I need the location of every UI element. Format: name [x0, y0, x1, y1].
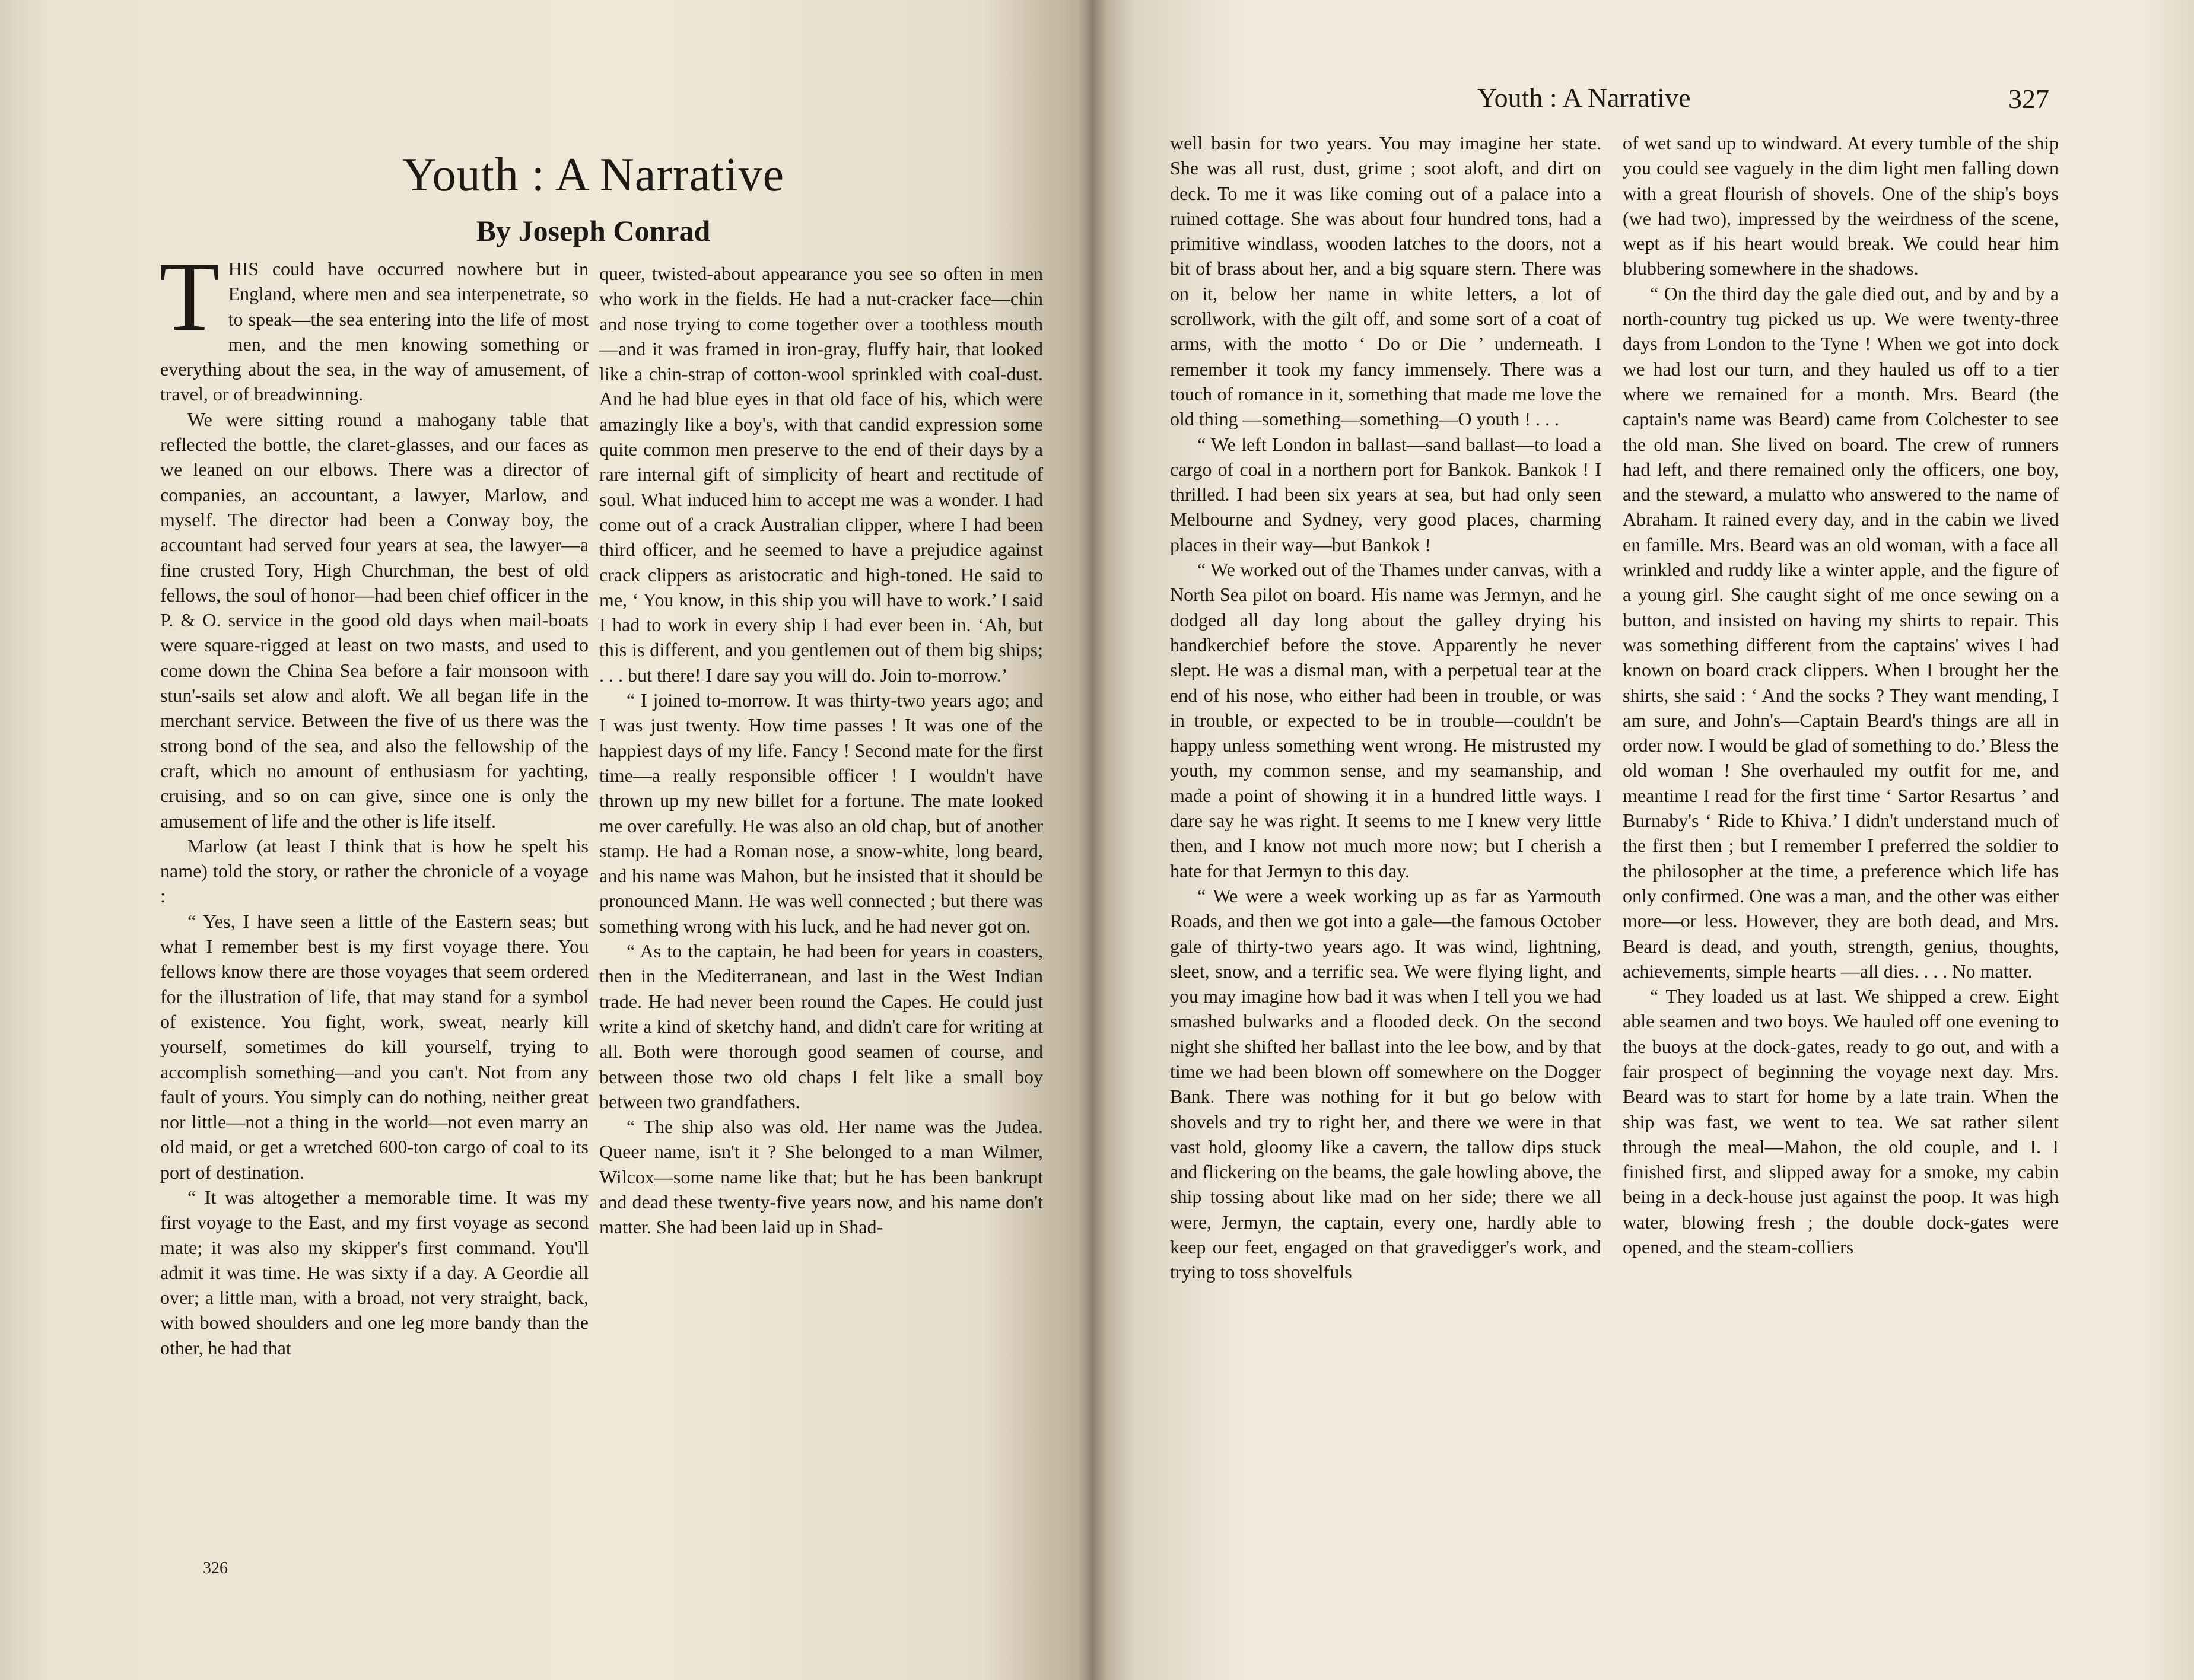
left-page	[0, 0, 1092, 1680]
right-column-1	[1170, 131, 1601, 1285]
page-number-right: 327	[2008, 84, 2049, 114]
paragraph: “ Yes, I have seen a little of the Eastern seas; but what I remember best is my first voyage there. You fellows know there are those voyages that seem ordered for the illustration of life, that may stand for a symbol of existence. You fight, work, sweat, nearly kill yourself, sometimes do kill yourself, trying to accomplish something—and you can't. Not from any fault of yours. You simply can do nothing, neither great nor little—not a thing in the world—not even marry an old maid, or get a wretched 600-ton cargo of coal to its port of destination.	[160, 910, 589, 1183]
running-head: Youth : A Narrative	[1477, 82, 1691, 113]
paragraph: “ I joined to-morrow. It was thirty-two years ago; and I was just twenty. How time passes ! It was one of the happiest days of my life. Fancy ! Second mate for the first time—a really responsible officer ! I wouldn't have thrown up my new billet for a fortune. The mate looked me over carefully. He was also an old chap, but of another stamp. He had a Roman nose, a snow-white, long beard, and his name was Mahon, but he insisted that it should be pronounced Mann. He was well connected ; but there was something wrong with his luck, and he had never got on.	[599, 689, 1043, 937]
paragraph: THIS could have occurred nowhere but in England, where men and sea interpenetrate, so to speak—the sea entering into the life of most men, and the men knowing something or everything about the sea, in the way of amusement, of travel, or of breadwinning.	[159, 241, 589, 405]
article-title: Youth : A Narrative	[402, 149, 785, 201]
drop-cap: T	[159, 241, 220, 352]
paragraph: “ On the third day the gale died out, and by and by a north-country tug picked us up. We were twenty-three days from London to the Tyne ! When we got into dock we had lost our turn, and they hauled us off to a tier where we remained for a month. Mrs. Beard (the captain's name was Beard) came from Colchester to see the old man. She lived on board. The crew of runners had left, and there remained only the officers, one boy, and the steward, a mulatto who answered to the name of Abraham. It rained every day, and in the cabin we lived en famille. Mrs. Beard was an old woman, with a face all wrinkled and ruddy like a winter apple, and the figure of a young girl. She caught sight of me once sewing on a button, and insisted on having my shirts to repair. This was something different from the captains' wives I had known on board crack clippers. When I brought her the shirts, she said : ‘ And the socks ? They want mending, I am sure, and John's—Captain Beard's things are all in order now. I would be glad of something to do.’ Bless the old woman ! She overhauled my outfit for me, and meantime I read for the first time ‘ Sartor Resartus ’ and Burnaby's ‘ Ride to Khiva.’ I didn't understand much of the first then ; but I remember I preferred the soldier to the philosopher at the time, a preference which life has only confirmed. One was a man, and the other was either more—or less. However, they are both dead, and Mrs. Beard is dead, and youth, strength, genius, thoughts, achievements, simple hearts —all dies. . . . No matter.	[1623, 282, 2059, 982]
paragraph: “ As to the captain, he had been for years in coasters, then in the Mediterranean, and last in the West Indian trade. He had never been round the Capes. He could just write a kind of sketchy hand, and didn't care for writing at all. Both were thorough good seamen of course, and between those two old chaps I felt like a small boy between two grandfathers.	[599, 940, 1043, 1112]
paragraph: Marlow (at least I think that is how he spelt his name) told the story, or rather the chronicle of a voyage :	[160, 835, 589, 907]
left-column-1	[159, 241, 589, 1360]
paragraph: “ We left London in ballast—sand ballast—to load a cargo of coal in a northern port for Bankok. Bankok ! I thrilled. I had been six years at sea, but had only seen Melbourne and Sydney, very good places, charming places in their way—but Bankok !	[1170, 433, 1601, 555]
paragraph: “ It was altogether a memorable time. It was my first voyage to the East, and my first voyage as second mate; it was also my skipper's first command. You'll admit it was time. He was sixty if a day. A Geordie all over; a little man, with a broad, not very straight, back, with bowed shoulders and one leg more bandy than the other, he had that	[160, 1186, 589, 1358]
paragraph: “ The ship also was old. Her name was the Judea. Queer name, isn't it ? She belonged to a man Wilmer, Wilcox—some name like that; but he has been bankrupt and dead these twenty-five years now, and his name don't matter. She had been laid up in Shad-	[599, 1116, 1043, 1238]
page-number-left: 326	[203, 1559, 228, 1577]
paragraph: “ We worked out of the Thames under canvas, with a North Sea pilot on board. His name was Jermyn, and he dodged all day long about the galley drying his handkerchief before the stove. Apparently he never slept. He was a dismal man, with a perpetual tear at the end of his nose, who either had been in trouble, or was in trouble, or expected to be in trouble—couldn't be happy unless something went wrong. He mistrusted my youth, my common sense, and my seamanship, and made a point of showing it in a hundred little ways. I dare say he was right. It seems to me I knew very little then, and I know not much more now; but I cherish a hate for that Jermyn to this day.	[1170, 559, 1601, 882]
paragraph: well basin for two years. You may imagine her state. She was all rust, dust, grime ; soot aloft, and dirt on deck. To me it was like coming out of a palace into a ruined cottage. She was about four hundred tons, had a primitive windlass, wooden latches to the doors, not a bit of brass about her, and a big square stern. There was on it, below her name in white letters, a lot of scrollwork, with the gilt off, and some sort of a coat of arms, with the motto ‘ Do or Die ’ underneath. I remember it took my fancy immensely. There was a touch of romance in it, something that made me love the old thing —something—something—O youth ! . . .	[1170, 132, 1601, 430]
left-column-2	[599, 261, 1043, 1240]
paragraph: “ We were a week working up as far as Yarmouth Roads, and then we got into a gale—the famous October gale of thirty-two years ago. It was wind, lightning, sleet, snow, and a terrific sea. We were flying light, and you may imagine how bad it was when I tell you we had smashed bulwarks and a flooded deck. On the second night she shifted her ballast into the lee bow, and by that time we had been blown off somewhere on the Dogger Bank. There was nothing for it but go below with shovels and try to right her, and there we were in that vast hold, gloomy like a cavern, the tallow dips stuck and flickering on the beams, the gale howling above, the ship tossing about like mad on her side; there we all were, Jermyn, the captain, every one, hardly able to keep our feet, engaged on that gravedigger's work, and trying to toss shovelfuls	[1170, 884, 1601, 1283]
book-gutter	[1079, 0, 1106, 1680]
right-column-2	[1623, 131, 2059, 1259]
paragraph: We were sitting round a mahogany table that reflected the bottle, the claret-glasses, and our faces as we leaned on our elbows. There was a director of companies, an accountant, a lawyer, Marlow, and myself. The director had been a Conway boy, the accountant had served four years at sea, the lawyer—a fine crusted Tory, High Churchman, the best of old fellows, the soul of honor—had been chief officer in the P. & O. service in the good old days when mail-boats were square-rigged at least on two masts, and used to come down the China Sea before a fair monsoon with stun'-sails set alow and aloft. We all began life in the merchant service. Between the five of us there was the strong bond of the sea, and also the fellowship of the craft, which no amount of enthusiasm for yachting, cruising, and so on can give, since one is only the amusement of life and the other is life itself.	[160, 408, 589, 832]
paragraph: queer, twisted-about appearance you see so often in men who work in the fields. He had a nut-cracker face—chin and nose trying to come together over a toothless mouth—and it was framed in iron-gray, fluffy hair, that looked like a chin-strap of cotton-wool sprinkled with coal-dust. And he had blue eyes in that old face of his, which were amazingly like a boy's, with that candid expression some quite common men preserve to the end of their days by a rare internal gift of simplicity of heart and rectitude of soul. What induced him to accept me was a wonder. I had come out of a crack Australian clipper, where I had been third officer, and he seemed to have a prejudice against crack clippers as aristocratic and high-toned. He said to me, ‘ You know, in this ship you will have to work.’ I said I had to work in every ship I had ever been in. ‘Ah, but this is different, and you gentlemen out of them big ships; . . . but there! I dare say you will do. Join to-morrow.’	[599, 263, 1043, 686]
right-page	[1092, 0, 2194, 1680]
byline: By Joseph Conrad	[476, 214, 711, 247]
paragraph: “ They loaded us at last. We shipped a crew. Eight able seamen and two boys. We hauled off one evening to the buoys at the dock-gates, ready to go out, and with a fair prospect of beginning the voyage next day. Mrs. Beard was to start for home by a late train. When the ship was fast, we went to tea. We sat rather silent through the meal—Mahon, the old couple, and I. I finished first, and slipped away for a smoke, my cabin being in a deck-house just against the poop. It was high water, blowing fresh ; the double dock-gates were opened, and the steam-colliers	[1623, 985, 2059, 1258]
paragraph: of wet sand up to windward. At every tumble of the ship you could see vaguely in the dim light men falling down with a great flourish of shovels. One of the ship's boys (we had two), impressed by the weirdness of the scene, wept as if his heart would break. We could hear him blubbering somewhere in the shadows.	[1623, 132, 2059, 279]
